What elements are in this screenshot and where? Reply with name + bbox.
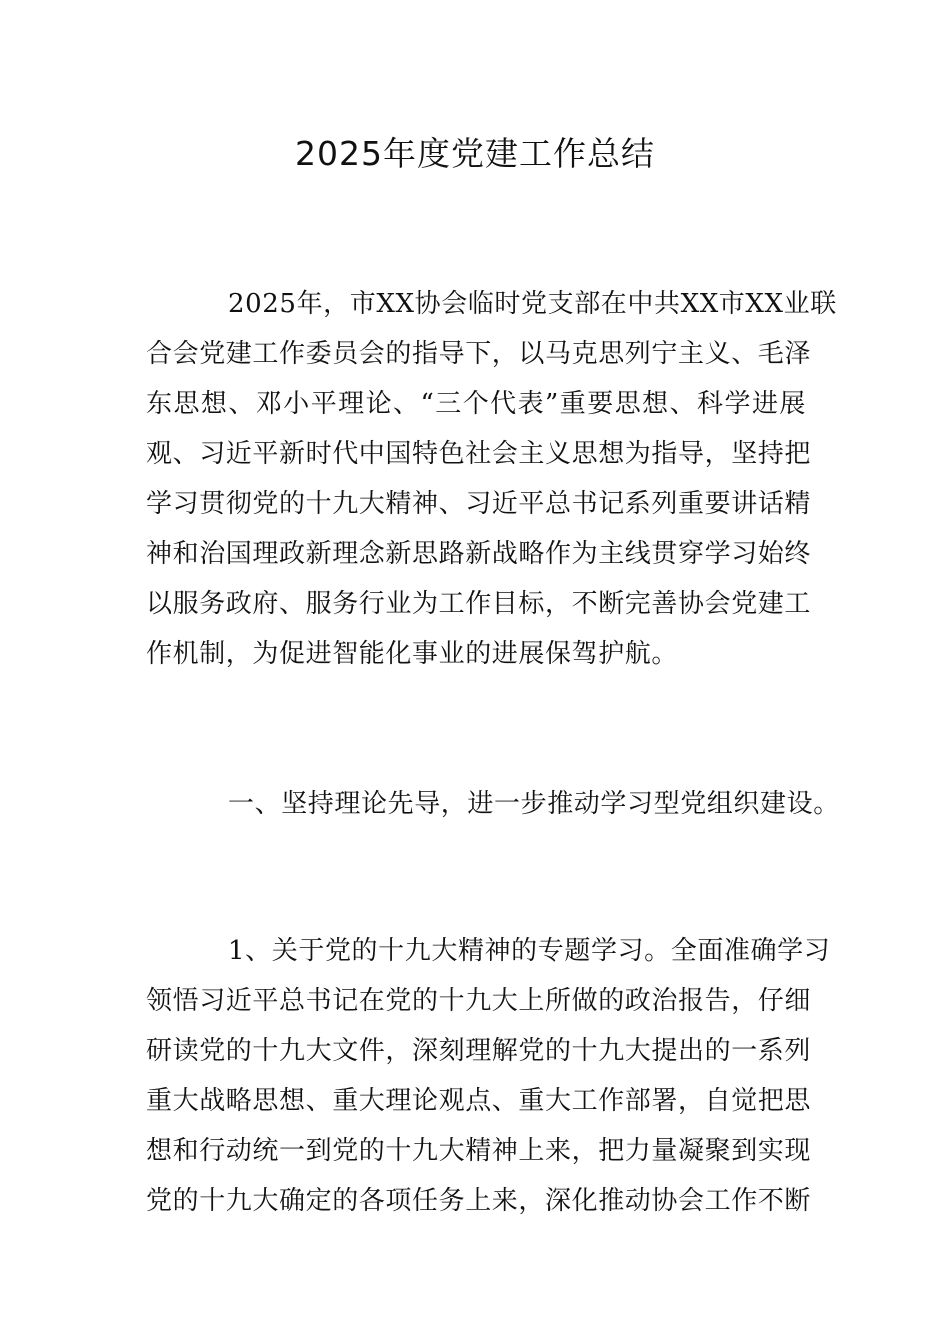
paragraph-line: 想和行动统一到党的十九大精神上来，把力量凝聚到实现 (146, 1136, 812, 1166)
paragraph-line: 学习贯彻党的十九大精神、习近平总书记系列重要讲话精 (146, 489, 812, 519)
paragraph-line: 观、习近平新时代中国特色社会主义思想为指导，坚持把 (146, 439, 812, 469)
paragraph-line: 作机制，为促进智能化事业的进展保驾护航。 (146, 639, 679, 669)
paragraph-line: 1、关于党的十九大精神的专题学习。全面准确学习 (228, 936, 831, 966)
paragraph-line: 合会党建工作委员会的指导下，以马克思列宁主义、毛泽 (146, 339, 812, 369)
paragraph-line: 神和治国理政新理念新思路新战略作为主线贯穿学习始终 (146, 539, 812, 569)
paragraph-line: 领悟习近平总书记在党的十九大上所做的政治报告，仔细 (146, 986, 812, 1016)
paragraph-line: 党的十九大确定的各项任务上来，深化推动协会工作不断 (146, 1186, 812, 1216)
paragraph-line: 东思想、邓小平理论、“三个代表”重要思想、科学进展 (146, 389, 806, 419)
section-heading-text: 一、坚持理论先导，进一步推动学习型党组织建设。 (228, 789, 840, 819)
paragraph-line: 重大战略思想、重大理论观点、重大工作部署，自觉把思 (146, 1086, 812, 1116)
paragraph-line: 2025年，市XX协会临时党支部在中共XX市XX业联 (228, 289, 837, 319)
document-title: 2025年度党建工作总结 (295, 134, 655, 173)
paragraph-line: 以服务政府、服务行业为工作目标，不断完善协会党建工 (146, 589, 812, 619)
paragraph-line: 研读党的十九大文件，深刻理解党的十九大提出的一系列 (146, 1036, 812, 1066)
